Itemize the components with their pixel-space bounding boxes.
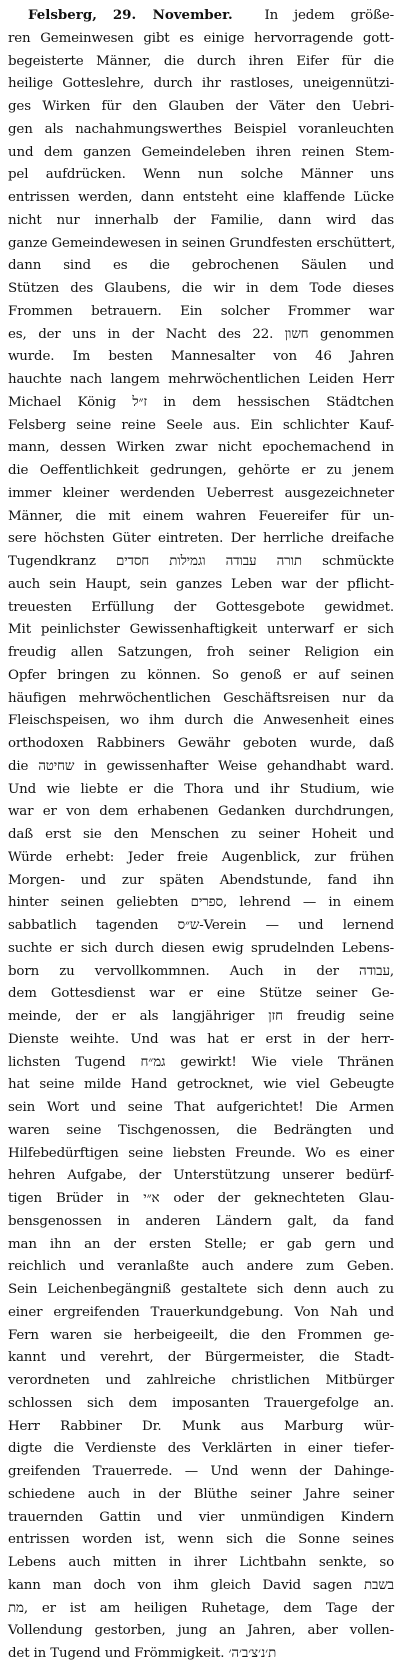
article-line: kannt und verehrt, der Bürgermeister, die Stadt- <box>8 1350 394 1366</box>
article-line: lichsten Tugend גמ״ח gewirkt! Wie viele Thränen <box>8 1054 394 1070</box>
article-line: meinde, der er als langjähriger חזן freudig seine <box>8 1009 394 1024</box>
article-line: Michael König ז״ל in dem hessischen Städtchen <box>8 394 395 410</box>
dateline-place: Felsberg, <box>28 7 97 23</box>
article-line: waren seine Tischgenossen, die Bedrängten und <box>8 1122 394 1138</box>
article-line: Fern waren sie herbeigeeilt, die den Frommen ge- <box>8 1327 394 1343</box>
article-first-line-text: In jedem größe- <box>264 8 395 23</box>
dateline-date: 29. November. <box>112 7 233 23</box>
article-line: entrissen worden ist, wenn sich die Sonne seines <box>8 1532 394 1548</box>
article-line: war er von dem erhabenen Gedanken durchdrungen, <box>8 804 394 820</box>
article-line: schiedene auch in der Blüthe seiner Jahre seiner <box>8 1486 394 1502</box>
article-line: und dem ganzen Gemeindeleben ihren reinen Stem- <box>8 144 394 160</box>
article-first-line <box>8 4 394 28</box>
article-line: nicht nur innerhalb der Familie, dann wird das <box>8 212 394 228</box>
article-line: hauchte nach langem mehrwöchentlichen Leiden Herr <box>8 372 394 387</box>
article-line: verordneten und zahlreiche christlichen Mitbürger <box>8 1373 394 1388</box>
article-line: Tugendkranz תורה עבודה וגמילות חסדים schmückte <box>8 554 394 569</box>
article-line: hat seine milde Hand getrocknet, wie viel Gebeugte <box>8 1077 394 1093</box>
article-line: Opfer bringen zu können. So genoß er auf seinen <box>8 667 394 683</box>
article-line: daß erst sie den Menschen zu seiner Hoheit und <box>8 827 394 842</box>
article-line: mann, dessen Wirken zwar nicht epochemachend in <box>8 440 394 456</box>
article-line: einer ergreifenden Trauerkundgebung. Von Nah und <box>8 1304 394 1320</box>
article-line: Morgen- und zur späten Abendstunde, fand ihn <box>8 872 394 888</box>
article-line: schlossen sich dem imposanten Trauergefolge an. <box>8 1395 394 1411</box>
article-line: man ihn an der ersten Stelle; er gab gern und <box>8 1236 394 1252</box>
article-line: Mit peinlichster Gewissenhaftigkeit unterwarf er sich <box>8 622 394 638</box>
article-line: heilige Gotteslehre, durch ihr rastloses, uneigennützi- <box>8 76 394 92</box>
article-line: orthodoxen Rabbiners Gewähr geboten wurde, daß <box>8 736 394 751</box>
article-line: häufigen mehrwöchentlichen Geschäftsreisen nur da <box>8 690 394 706</box>
article-line: tigen Brüder in א״י oder der geknechteten Glau- <box>8 1191 394 1206</box>
article-line: Sein Leichenbegängniß gestaltete sich denn auch zu <box>8 1282 394 1297</box>
article-line: auch sein Haupt, sein ganzes Leben war der pflicht- <box>8 576 394 592</box>
article-line: begeisterte Männer, die durch ihren Eifer für die <box>8 53 394 69</box>
article-line: dem Gottesdienst war er eine Stütze seiner Ge- <box>8 986 394 1002</box>
article-line: suchte er sich durch diesen ewig sprudelnden Lebens- <box>8 940 394 956</box>
article-line: Herr Rabbiner Dr. Munk aus Marburg wür- <box>8 1418 394 1434</box>
article-line: Felsberg seine reine Seele aus. Ein schlichter Kauf- <box>8 417 394 433</box>
article-line: Männer, die mit einem wahren Feuereifer für un- <box>8 508 394 524</box>
article-line: sein Wort und seine That aufgerichtet! Die Armen <box>8 1100 394 1115</box>
article-line: Und wie liebte er die Thora und ihr Studium, wie <box>8 781 394 797</box>
article-line: sabbatlich tagenden ש״ס-Verein — und lernend <box>8 918 394 933</box>
article-line: die Oeffentlichkeit gedrungen, gehörte er zu jenem <box>8 463 394 478</box>
article-line: greifenden Trauerrede. — Und wenn der Dahinge- <box>8 1464 394 1479</box>
article-line: entrissen werden, dann entsteht eine klaffende Lücke <box>8 190 394 205</box>
article-line: Würde erhebt: Jeder freie Augenblick, zur frühen <box>8 849 394 865</box>
article-line: digte die Verdienste des Verklärten in einer tiefer- <box>8 1441 394 1457</box>
article-line: bensgenossen in anderen Ländern galt, da fand <box>8 1213 394 1229</box>
article-line: ren Gemeinwesen gibt es einige hervorragende gott- <box>8 30 394 46</box>
article-line: hinter seinen geliebten ספרים, lehrend — in einem <box>8 895 394 911</box>
article-line: treuesten Erfüllung der Gottesgebote gewidmet. <box>8 599 394 615</box>
article-line: מת, er ist am heiligen Ruhetage, dem Tage der <box>8 1600 394 1616</box>
article-line: ganze Gemeindewesen in seinen Grundfesten erschüttert, <box>8 235 396 251</box>
article-line: trauernden Gattin und vier unmündigen Kindern <box>8 1509 394 1525</box>
article-line: kann man doch von ihm gleich David sagen בשבת <box>8 1577 394 1593</box>
article-line: dann sind es die gebrochenen Säulen und <box>8 258 394 274</box>
article-line: Fleischspeisen, wo ihm durch die Anwesenheit eines <box>8 713 394 729</box>
article-line: hehren Aufgabe, der Unterstützung unserer bedürf- <box>8 1168 394 1184</box>
article-line: ges Wirken für den Glauben der Väter den Uebri- <box>8 99 394 114</box>
article-body <box>8 28 394 1666</box>
article-line: Dienste weihte. Und was hat er erst in der herr- <box>8 1031 394 1047</box>
article-line: wurde. Im besten Mannesalter von 46 Jahren <box>8 349 394 365</box>
article-line: immer kleiner werdenden Ueberrest ausgezeichneter <box>8 485 394 501</box>
article-line: die שחיטה in gewissenhafter Weise gehandhabt ward. <box>8 758 395 774</box>
article-line: freudig allen Satzungen, froh seiner Religion ein <box>8 645 394 660</box>
article-line: gen als nachahmungswerthes Beispiel voranleuchten <box>8 121 394 137</box>
article-line: sere höchsten Güter eintreten. Der herrliche dreifache <box>8 531 394 547</box>
article-line: Frommen betrauern. Ein solcher Frommer war <box>8 303 394 319</box>
article-line: pel aufdrücken. Wenn nun solche Männer uns <box>8 167 394 183</box>
article-line: reichlich und veranlaßte auch andere zum Geben. <box>8 1259 394 1275</box>
article-line: Hilfebedürftigen seine liebsten Freunde. Wo es einer <box>8 1145 394 1161</box>
article-line: Stützen des Glaubens, die wir in dem Tode dieses <box>8 281 394 296</box>
article-line: es, der uns in der Nacht des 22. חשון genommen <box>8 326 394 342</box>
article-line: det in Tugend und Frömmigkeit. ת׳נ׳צ׳ב׳ה׳ <box>8 1646 277 1661</box>
article-line: born zu vervollkommnen. Auch in der עבודה, <box>8 963 394 979</box>
article-line: Vollendung gestorben, jung an Jahren, aber vollen- <box>8 1623 394 1639</box>
article-line: Lebens auch mitten in ihrer Lichtbahn senkte, so <box>8 1555 394 1570</box>
